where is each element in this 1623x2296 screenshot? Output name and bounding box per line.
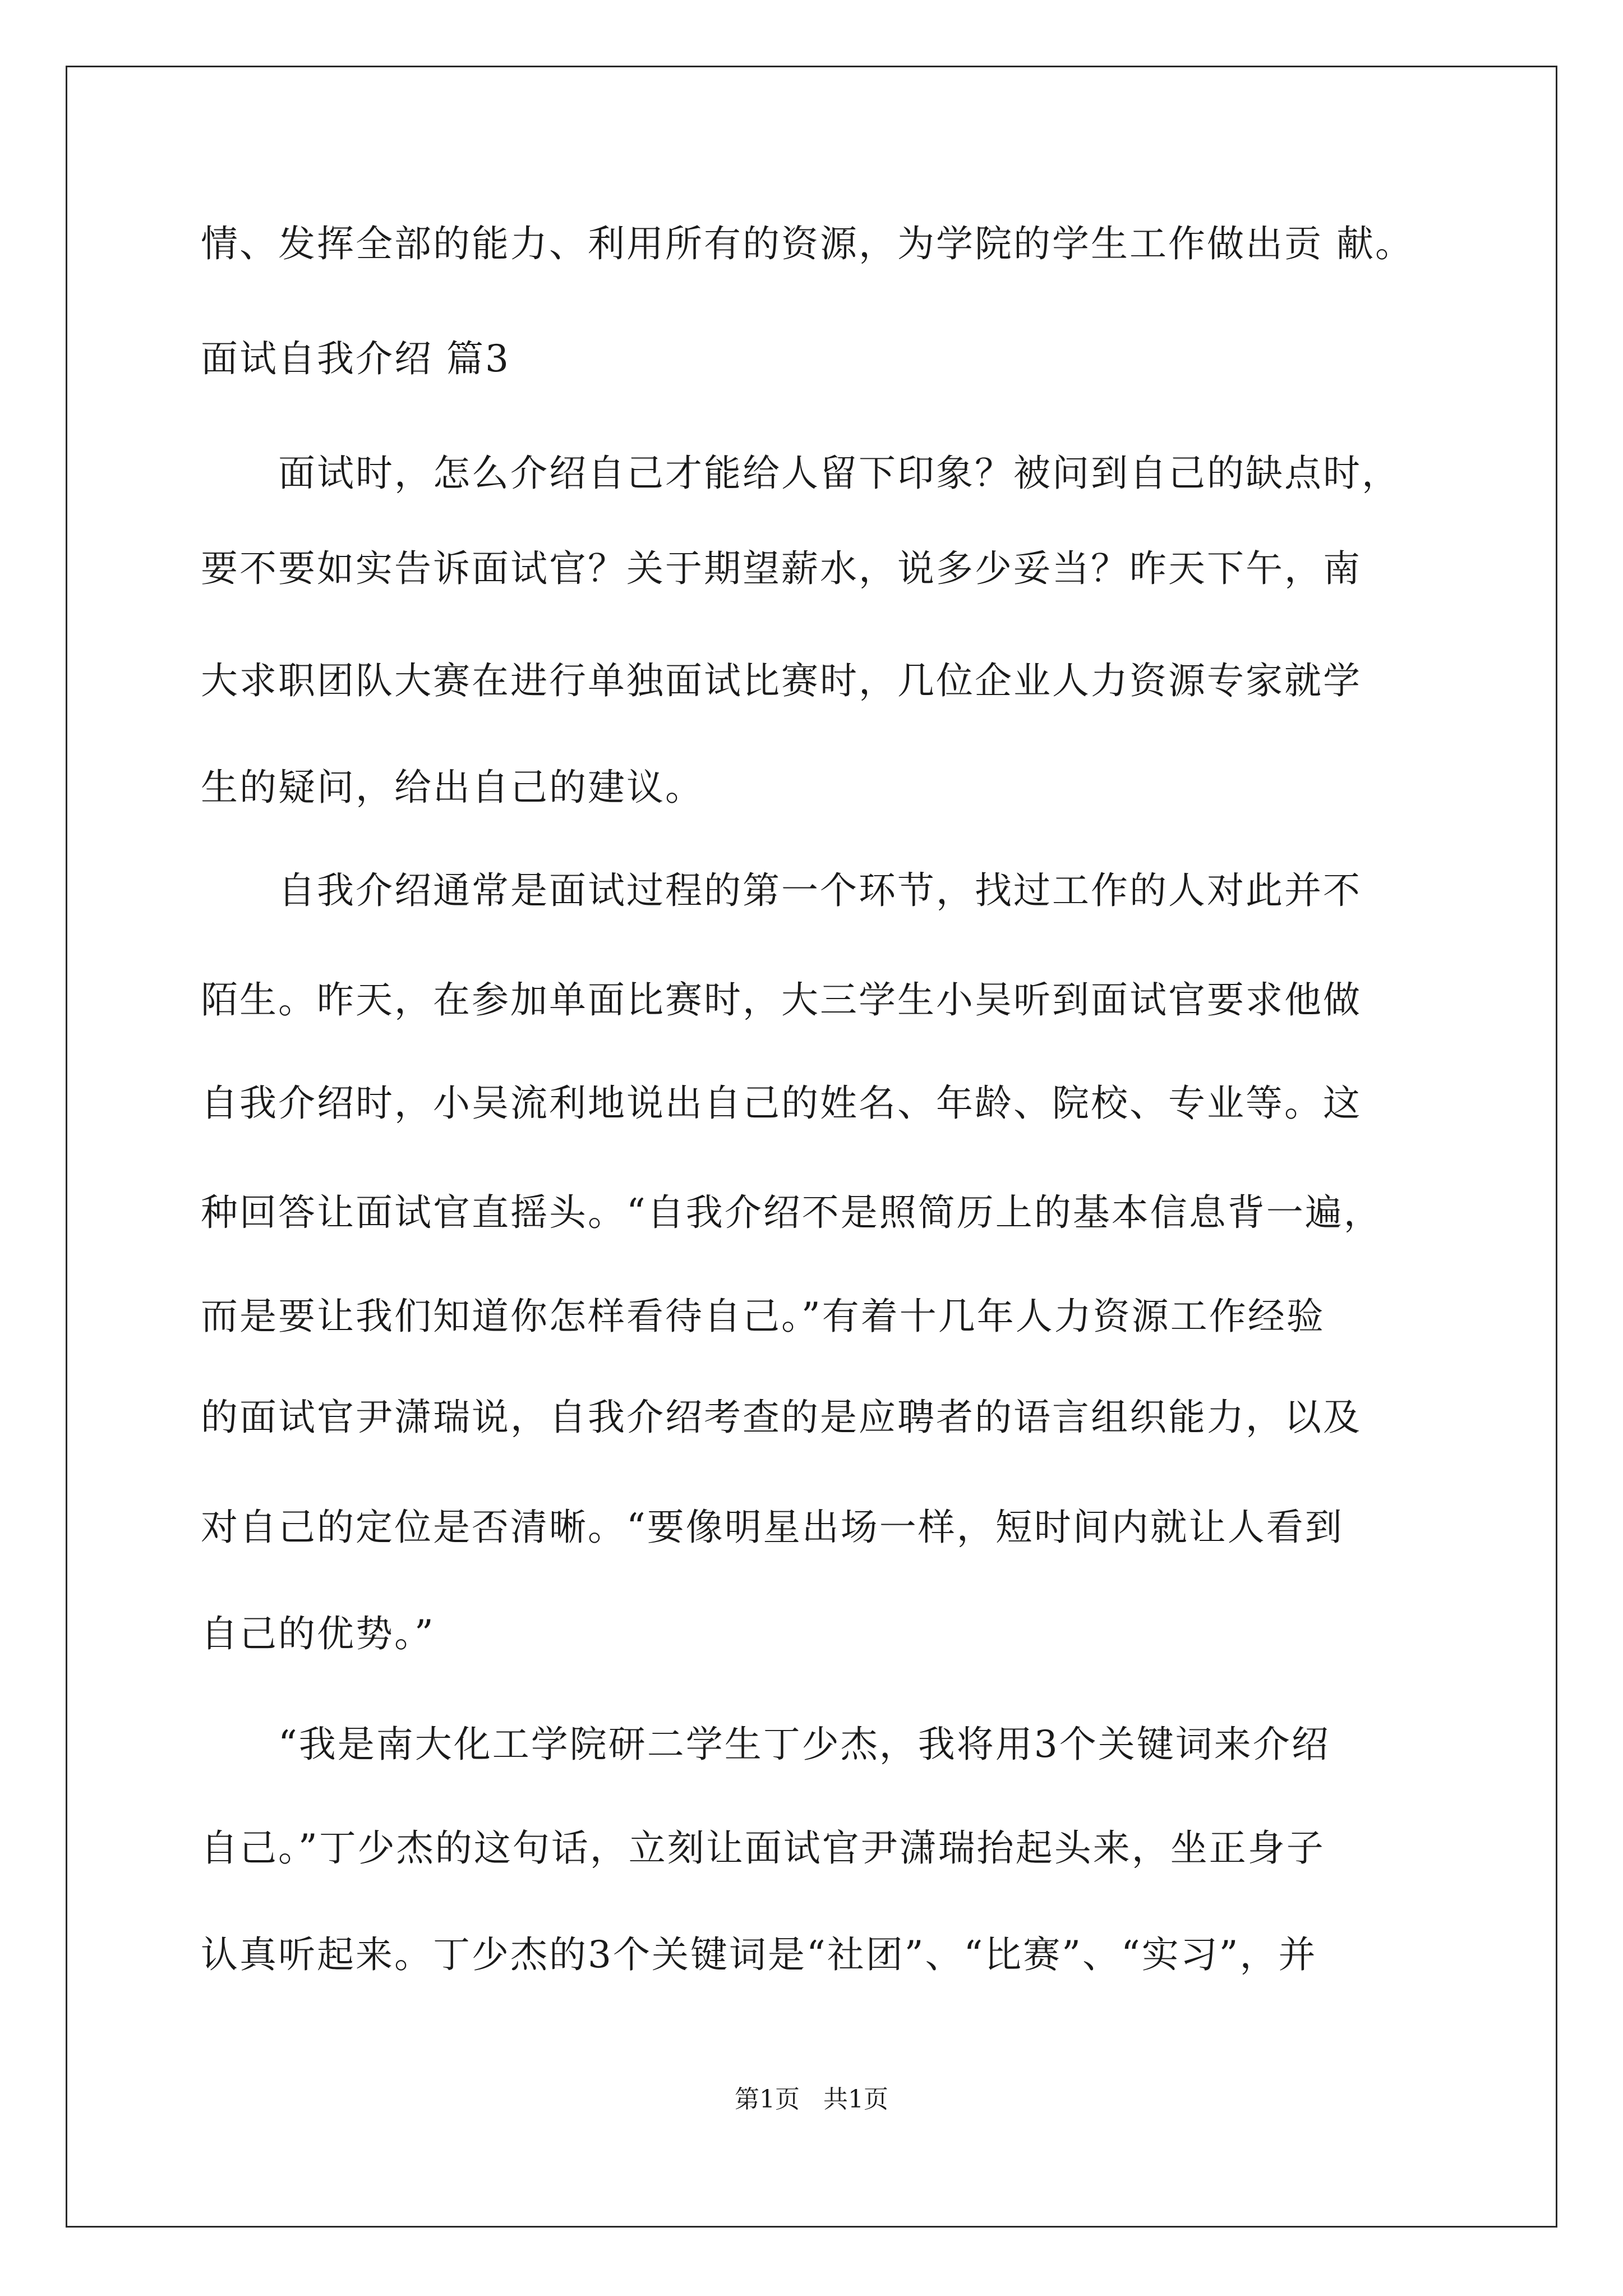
text-line: 情、发挥全部的能力、利用所有的资源，为学院的学生工作做出贡 献。 <box>201 222 1414 265</box>
text-line: 生的疑问，给出自己的建议。 <box>201 766 704 809</box>
page-border <box>66 66 1557 2228</box>
text-line: 大求职团队大赛在进行单独面试比赛时，几位企业人力资源专家就学 <box>201 659 1362 702</box>
text-line: 要不要如实告诉面试官？关于期望薪水，说多少妥当？昨天下午，南 <box>201 547 1362 590</box>
text-line: 自我介绍通常是面试过程的第一个环节，找过工作的人对此并不 <box>201 869 1362 912</box>
text-line: “我是南大化工学院研二学生丁少杰，我将用3个关键词来介绍 <box>201 1723 1330 1766</box>
page-number-footer: 第1页 共1页 <box>735 2085 888 2114</box>
text-line: 种回答让面试官直摇头。“自我介绍不是照简历上的基本信息背一遍， <box>201 1191 1382 1234</box>
text-line: 自己。”丁少杰的这句话，立刻让面试官尹潇瑞抬起头来，坐正身子 <box>201 1826 1325 1870</box>
text-line: 自己的优势。” <box>201 1612 435 1655</box>
text-line: 陌生。昨天，在参加单面比赛时，大三学生小吴听到面试官要求他做 <box>201 978 1362 1022</box>
text-line: 面试时，怎么介绍自己才能给人留下印象？被问到自己的缺点时， <box>201 452 1400 495</box>
section-heading: 面试自我介绍 篇3 <box>201 337 510 380</box>
text-line: 自我介绍时，小吴流利地说出自己的姓名、年龄、院校、专业等。这 <box>201 1082 1362 1125</box>
text-line: 对自己的定位是否清晰。“要像明星出场一样，短时间内就让人看到 <box>201 1506 1344 1549</box>
text-line: 的面试官尹潇瑞说，自我介绍考查的是应聘者的语言组织能力，以及 <box>201 1396 1362 1439</box>
text-line: 认真听起来。丁少杰的3个关键词是“社团”、“比赛”、“实习”，并 <box>201 1933 1317 1976</box>
text-line: 而是要让我们知道你怎样看待自己。”有着十几年人力资源工作经验 <box>201 1295 1325 1338</box>
